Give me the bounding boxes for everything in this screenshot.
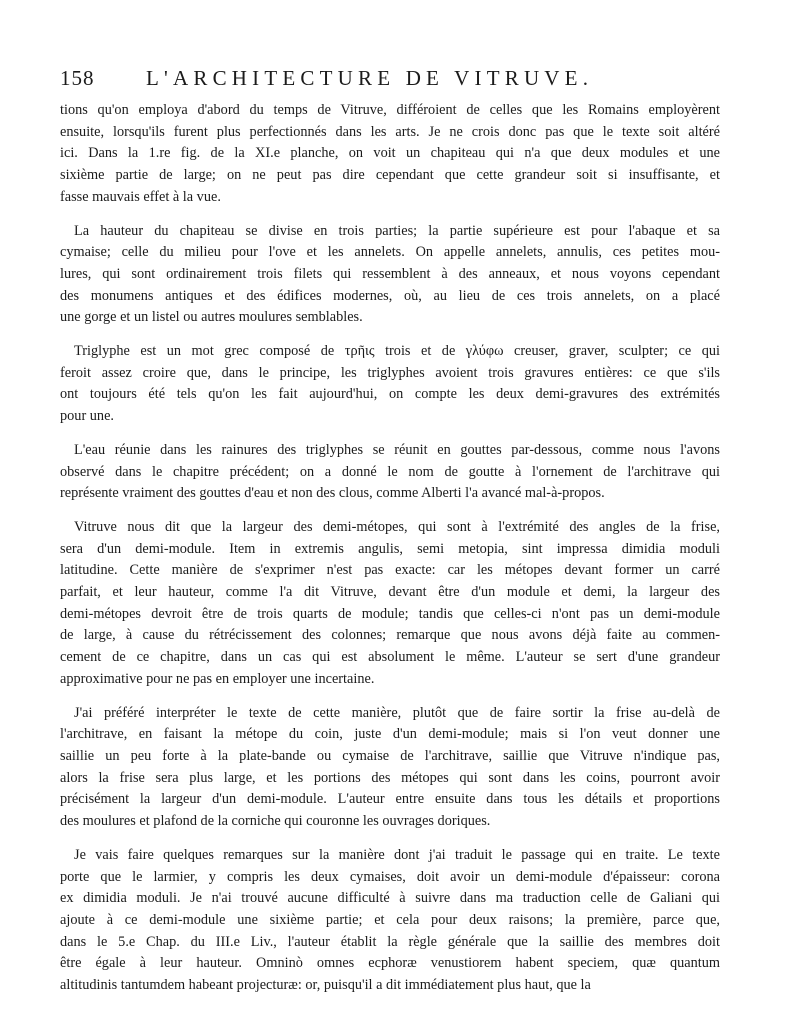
text-line: L'eau réunie dans les rainures des triglyphes se réunit en gouttes par-dessous, comme nous l'avons [74,441,720,458]
text-line: l'architrave, en faisant la métope du coin, juste d'un demi-module; mais si l'on veut donner une [60,726,720,743]
paragraph-4 [60,440,720,505]
paragraph-3 [60,341,720,428]
text-line: observé dans le chapitre précédent; on a donné le nom de goutte à l'ornement de l'architrave qui [60,463,720,480]
text-line: une gorge et un listel ou autres moulures semblables. [60,309,363,326]
paragraph-5 [60,517,720,691]
running-title: L'ARCHITECTURE DE VITRUVE. [146,66,594,90]
text-line: ensuite, lorsqu'ils furent plus perfectionnés dans les arts. Je ne crois donc pas que le texte soit altéré [60,123,720,140]
text-line: Triglyphe est un mot grec composé de τρῆις trois et de γλύφω creuser, graver, sculpter; ce qui [74,343,720,360]
text-line: altitudinis tantumdem habeant projecturæ: or, puisqu'il a dit immédiatement plus haut, que la [60,977,591,994]
text-line: dans le 5.e Chap. du III.e Liv., l'auteur établit la règle générale que la saillie des membres doit [60,933,720,950]
text-line: pour une. [60,408,114,425]
text-line: des moulures et plafond de la corniche qui couronne les ouvrages doriques. [60,813,491,830]
paragraph-6 [60,703,720,833]
text-line: cement de ce chapitre, dans un cas qui est absolument le même. L'auteur se sert d'une grandeur [60,649,720,666]
paragraph-7 [60,845,720,997]
text-line: parfait, et leur hauteur, comme l'a dit Vitruve, devant être d'un module et demi, la largeur des [60,584,720,601]
paragraph-2 [60,221,720,330]
text-line: ont toujours été tels qu'on les fait aujourd'hui, on compte les deux demi-gravures des extrémités [60,386,720,403]
text-line: lures, qui sont ordinairement trois filets qui ressemblent à des anneaux, et nous voyons cependant [60,265,720,282]
text-line: feroit assez croire que, dans le principe, les triglyphes avoient trois gravures entières: ce que s'ils [60,364,720,381]
text-line: latitudine. Cette manière de s'exprimer n'est pas exacte: car les métopes devant former un carré [60,562,720,579]
text-line: cymaise; celle du milieu pour l'ove et les annelets. On appelle annelets, annulis, ces petites mou- [60,244,720,261]
paragraph-1 [60,100,720,209]
text-line: ajoute à ce demi-module une sixième partie; et cela pour deux raisons; la première, parce que, [60,911,720,928]
text-line: alors la frise sera plus large, et les portions des métopes qui sont dans les coins, pourront avoir [60,769,720,786]
text-line: ex dimidia moduli. Je n'ai trouvé aucune difficulté à suivre dans ma traduction celle de Galiani qui [60,890,720,907]
page-header [60,66,730,96]
page-number: 158 [60,66,95,90]
text-line: demi-métopes devroit être de trois quarts de module; tandis que celles-ci n'ont pas un demi-module [60,605,720,622]
text-line: de large, à cause du rétrécissement des colonnes; remarque que nous avons déjà faite au commen- [60,627,720,644]
text-line: saillie un peu forte à la plate-bande ou cymaise de l'architrave, saillie que Vitruve n'indique pas, [60,747,720,764]
text-line: être égale à leur hauteur. Omninò omnes ecphoræ venustiorem habent speciem, quæ quantum [60,955,720,972]
text-line: sera d'un demi-module. Item in extremis angulis, semi metopia, sint impressa dimidia moduli [60,540,720,557]
text-line: fasse mauvais effet à la vue. [60,188,221,205]
text-line: sixième partie de large; on ne peut pas dire cependant que cette grandeur soit si insuffisante, et [60,167,720,184]
text-line: des monumens antiques et des édifices modernes, où, au lieu de ces trois annelets, on a placé [60,287,720,304]
page-body [60,100,720,1009]
text-line: précisément la largeur d'un demi-module. L'auteur entre ensuite dans tous les détails et proportions [60,791,720,808]
text-line: Je vais faire quelques remarques sur la manière dont j'ai traduit le passage qui en traite. Le texte [74,846,720,863]
text-line: représente vraiment des gouttes d'eau et non des clous, comme Alberti l'a avancé mal-à-propos. [60,485,605,502]
text-line: ici. Dans la 1.re fig. de la XI.e planche, on voit un chapiteau qui n'a que deux modules et une [60,145,720,162]
text-line: Vitruve nous dit que la largeur des demi-métopes, qui sont à l'extrémité des angles de la frise, [74,518,720,535]
text-line: approximative pour ne pas en employer une incertaine. [60,670,375,687]
text-line: tions qu'on employa d'abord du temps de Vitruve, différoient de celles que les Romains employèrent [60,102,720,118]
text-line: La hauteur du chapiteau se divise en trois parties; la partie supérieure est pour l'abaque et sa [74,222,720,239]
text-line: porte que le larmier, y compris les deux cymaises, doit avoir un demi-module d'épaisseur: corona [60,868,720,885]
text-line: J'ai préféré interpréter le texte de cette manière, plutôt que de faire sortir la frise au-delà de [74,704,720,721]
